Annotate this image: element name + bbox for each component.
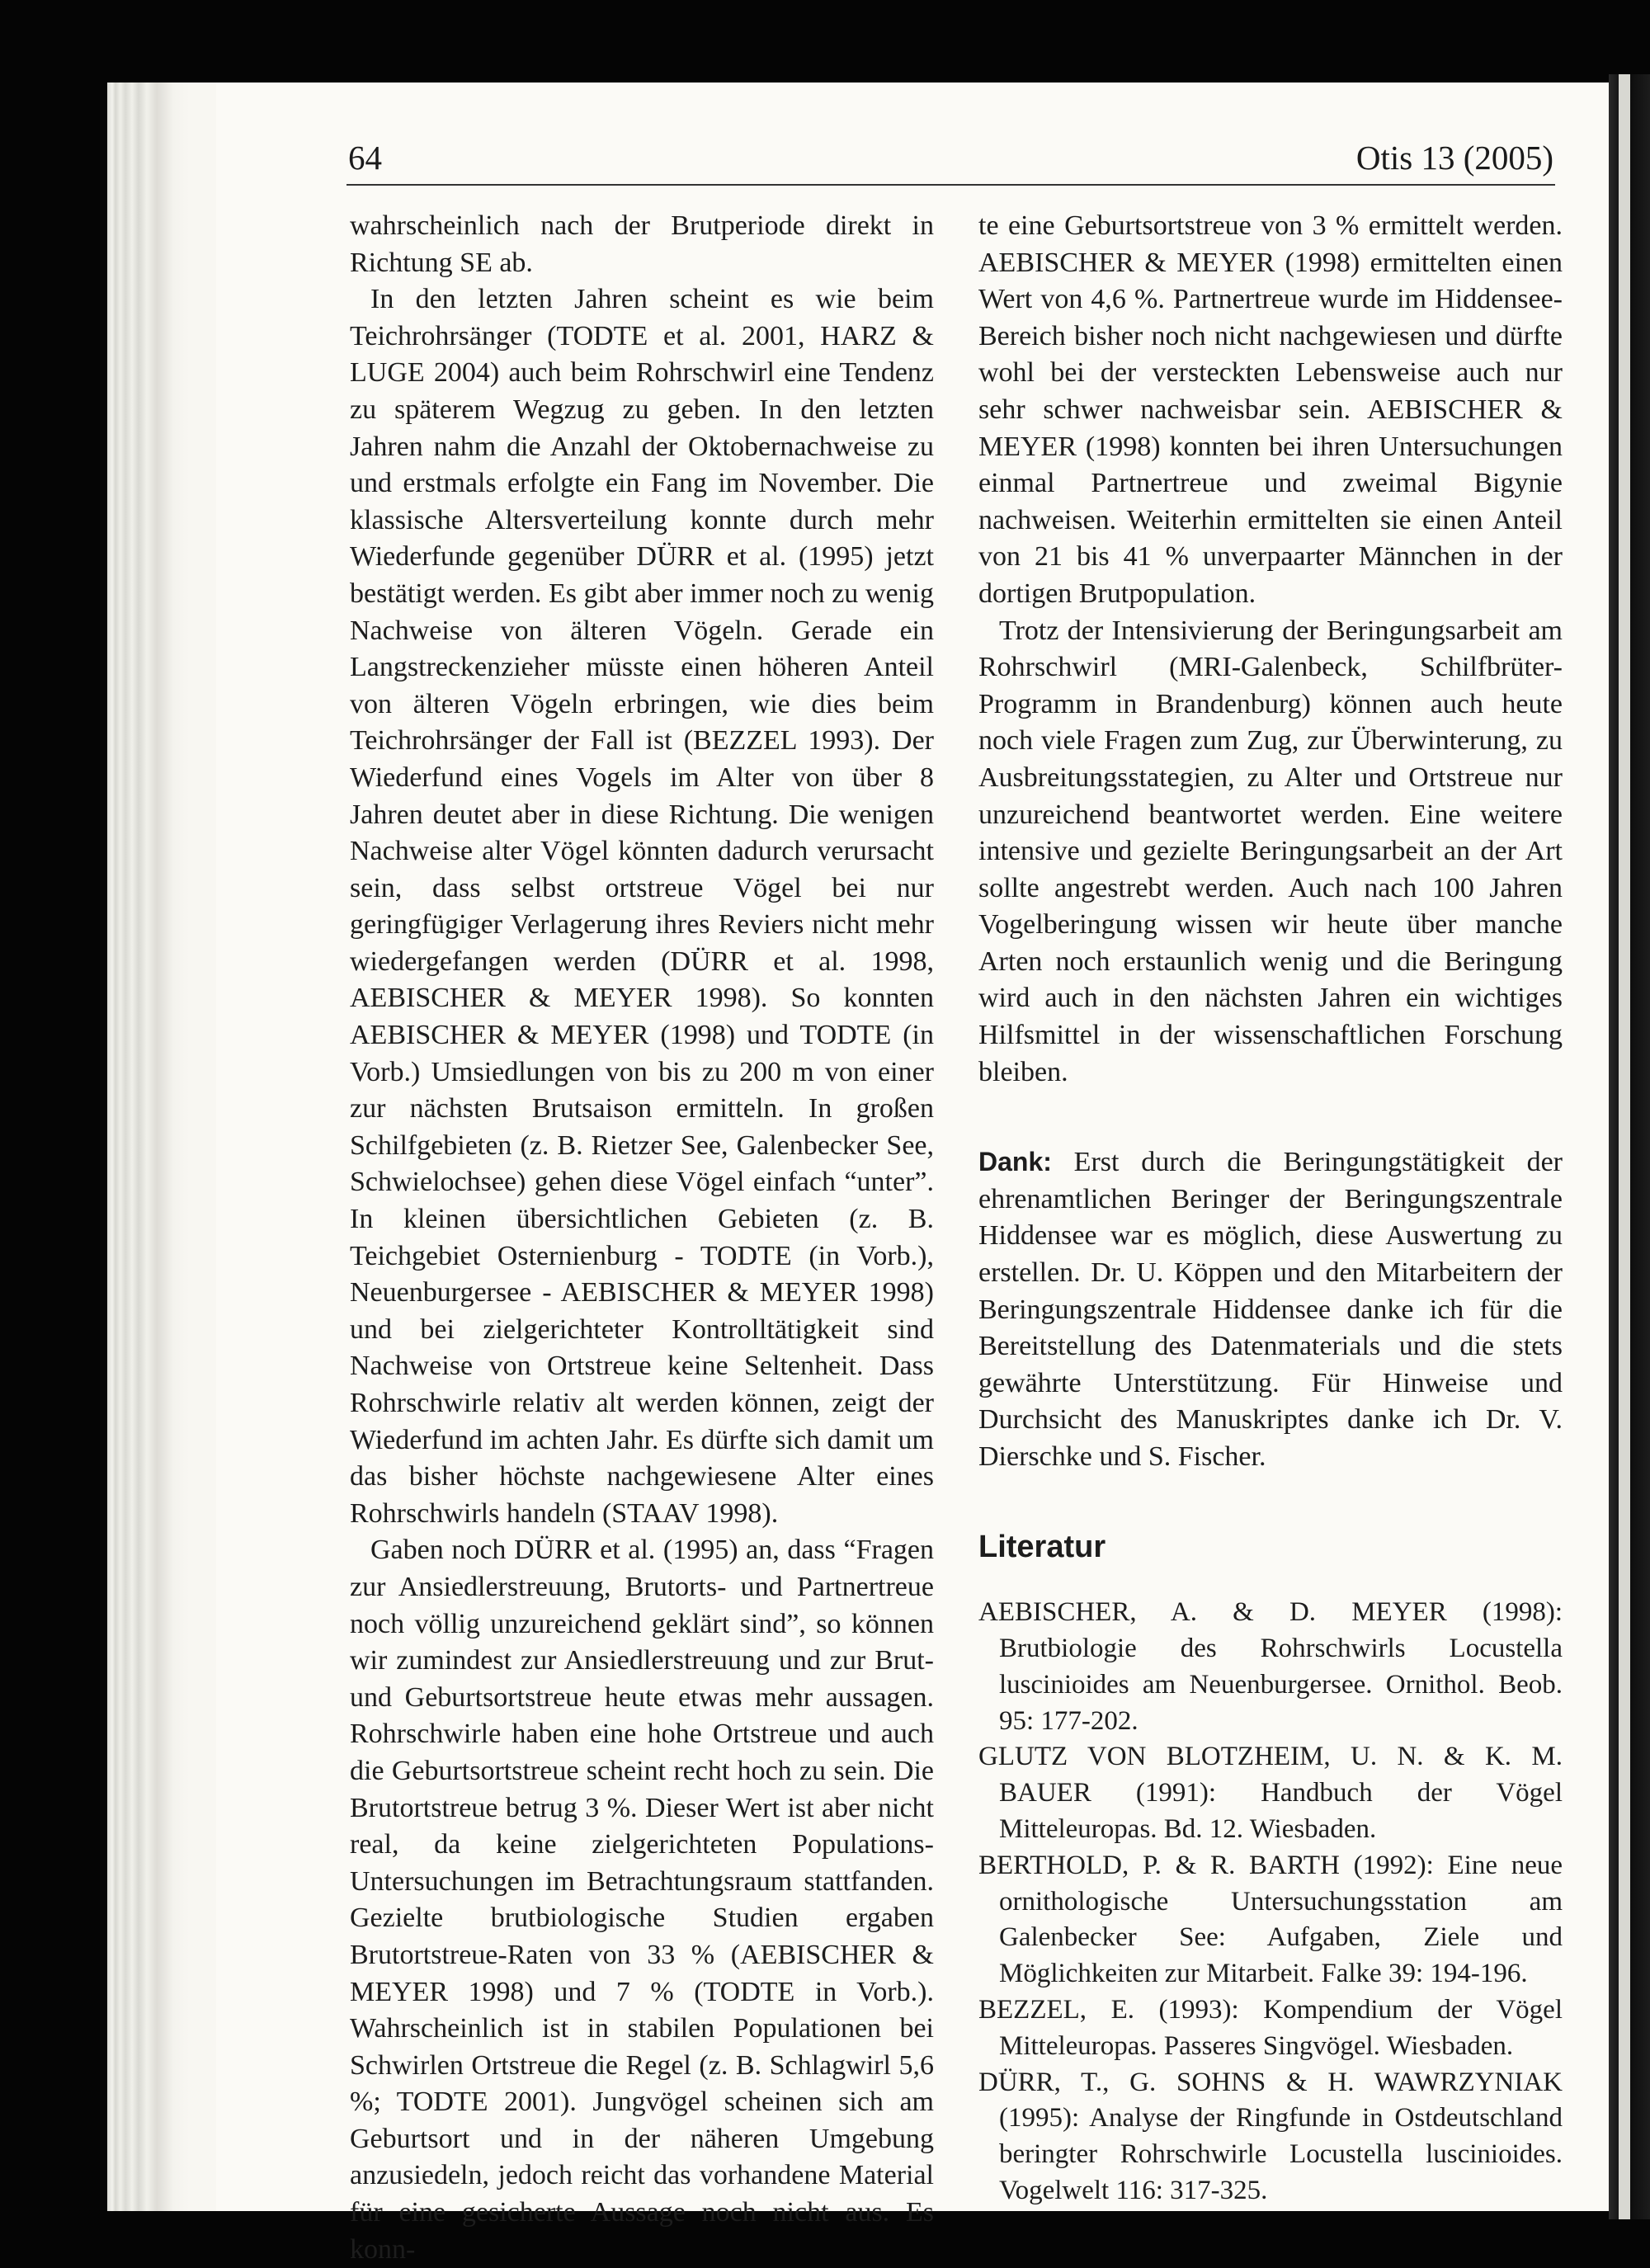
- acknowledgement-label: Dank:: [978, 1147, 1052, 1177]
- running-header: [346, 136, 1555, 186]
- literature-heading: Literatur: [978, 1529, 1106, 1564]
- paragraph: Gaben noch DÜRR et al. (1995) an, dass “Fragen zur Ansiedlerstreuung, Brutorts- und Partnertreue noch völlig unzureichend geklärt sind”, so können wir zumindest zur Ansiedlerstreuung und zur Brut- und Geburtsortstreue heute etwas mehr aussagen. Rohrschwirle haben eine hohe Ortstreue und auch die Geburtsortstreue scheint recht hoch zu sein. Die Brutortstreue betrug 3 %. Dieser Wert ist aber nicht real, da keine zielgerichteten Populations-Untersuchungen im Betrachtungsraum stattfanden. Gezielte brutbiologische Studien ergaben Brutortstreue-Raten von 33 % (AEBISCHER & MEYER 1998) und 7 % (TODTE in Vorb.). Wahrscheinlich ist in stabilen Populationen bei Schwirlen Ortstreue die Regel (z. B. Schlagwirl 5,6 %; TODTE 2001). Jungvögel scheinen sich am Geburtsort und in der näheren Umgebung anzusiedeln, jedoch reicht das vorhandene Material für eine gesicherte Aussage noch nicht aus. Es konn-: [350, 1535, 934, 2265]
- paragraph: wahrscheinlich nach der Brutperiode direkt in Richtung SE ab.: [350, 210, 934, 278]
- paragraph: In den letzten Jahren scheint es wie beim Teichrohrsänger (TODTE et al. 2001, HARZ & LUGE 2004) auch beim Rohrschwirl eine Tendenz zu späterem Wegzug zu geben. In den letzten Jahren nahm die Anzahl der Oktobernachweise zu und erstmals erfolgte ein Fang im November. Die klassische Altersverteilung konnte durch mehr Wiederfunde gegenüber DÜRR et al. (1995) jetzt bestätigt werden. Es gibt aber immer noch zu wenig Nachweise von älteren Vögeln. Gerade ein Langstreckenzieher müsste einen höheren Anteil von älteren Vögeln erbringen, wie dies beim Teichrohrsänger der Fall ist (BEZZEL 1993). Der Wiederfund eines Vogels im Alter von über 8 Jahren deutet aber in diese Richtung. Die wenigen Nachweise alter Vögel könnten dadurch verursacht sein, dass selbst ortstreue Vögel bei nur geringfügiger Verlagerung ihres Reviers nicht mehr wiedergefangen werden (DÜRR et al. 1998, AEBISCHER & MEYER 1998). So konnten AEBISCHER & MEYER (1998) und TODTE (in Vorb.) Umsiedlungen von bis zu 200 m von einer zur nächsten Brutsaison ermitteln. In großen Schilfgebieten (z. B. Rietzer See, Galenbecker See, Schwielochsee) gehen diese Vögel einfach “unter”. In kleinen übersichtlichen Gebieten (z. B. Teichgebiet Osternienburg - TODTE (in Vorb.), Neuenburgersee - AEBISCHER & MEYER 1998) und bei zielgerichteter Kontrolltätigkeit sind Nachweise von Ortstreue keine Seltenheit. Dass Rohrschwirle relativ alt werden können, zeigt der Wiederfund im achten Jahr. Es dürfte sich damit um das bisher höchste nachgewiesene Alter eines Rohrschwirls handeln (STAAV 1998).: [350, 284, 934, 1529]
- reference-entry: BEZZEL, E. (1993): Kompendium der Vögel Mitteleuropas. Passeres Singvögel. Wiesbaden.: [978, 1994, 1563, 2061]
- paragraph: Trotz der Intensivierung der Beringungsarbeit am Rohrschwirl (MRI-Galenbeck, Schilfbrüter-Programm in Brandenburg) können auch heute noch viele Fragen zum Zug, zur Überwinterung, zu Ausbreitungsstategien, zu Alter und Ortstreue nur unzureichend beantwortet werden. Eine weitere intensive und gezielte Beringungsarbeit an der Art sollte angestrebt werden. Auch nach 100 Jahren Vogelberingung wissen wir heute über manche Arten noch erstaunlich wenig und die Beringung wird auch in den nächsten Jahren ein wichtiges Hilfsmittel in der wissenschaftlichen Forschung bleiben.: [978, 615, 1563, 1087]
- acknowledgement-text: Erst durch die Beringungstätigkeit der ehrenamtlichen Beringer der Beringungszentrale Hiddensee war es möglich, diese Auswertung zu erstellen. Dr. U. Köppen und den Mitarbeitern der Beringungszentrale Hiddensee danke ich für die Bereitstellung des Datenmaterials und die stets gewährte Unterstützung. Für Hinweise und Durchsicht des Manuskriptes danke ich Dr. V. Dierschke und S. Fischer.: [978, 1147, 1563, 1472]
- right-column: [978, 208, 1563, 2209]
- acknowledgement: [978, 1143, 1563, 1475]
- reference-entry: AEBISCHER, A. & D. MEYER (1998): Brutbiologie des Rohrschwirls Locustella luscinioides am Neuenburgersee. Ornithol. Beob. 95: 177-202.: [978, 1597, 1563, 1736]
- reference-list: [978, 1595, 1563, 2209]
- journal-citation: Otis 13 (2005): [1355, 139, 1553, 177]
- reference-entry: GLUTZ VON BLOTZHEIM, U. N. & K. M. BAUER (1991): Handbuch der Vögel Mitteleuropas. Bd. 12. Wiesbaden.: [978, 1742, 1563, 1844]
- paragraph: te eine Geburtsortstreue von 3 % ermittelt werden. AEBISCHER & MEYER (1998) ermittelten einen Wert von 4,6 %. Partnertreue wurde im Hiddensee-Bereich bisher noch nicht nachgewiesen und dürfte wohl bei der versteckten Lebensweise auch nur sehr schwer nachweisbar sein. AEBISCHER & MEYER (1998) konnten bei ihren Untersuchungen einmal Partnertreue und zweimal Bigynie nachweisen. Weiterhin ermittelten sie einen Anteil von 21 bis 41 % unverpaarter Männchen in der dortigen Brutpopulation.: [978, 210, 1563, 609]
- page-number: 64: [348, 139, 382, 177]
- next-page-edge: [1619, 74, 1630, 2219]
- reference-entry: DÜRR, T., G. SOHNS & H. WAWRZYNIAK (1995): Analyse der Ringfunde in Ostdeutschland beringter Rohrschwirle Locustella luscinioides. Vogelwelt 116: 317-325.: [978, 2067, 1563, 2205]
- reference-entry: BERTHOLD, P. & R. BARTH (1992): Eine neue ornithologische Untersuchungsstation am Galenbecker See: Aufgaben, Ziele und Möglichkeiten zur Mitarbeit. Falke 39: 194-196.: [978, 1850, 1563, 1989]
- left-column: [350, 208, 934, 2268]
